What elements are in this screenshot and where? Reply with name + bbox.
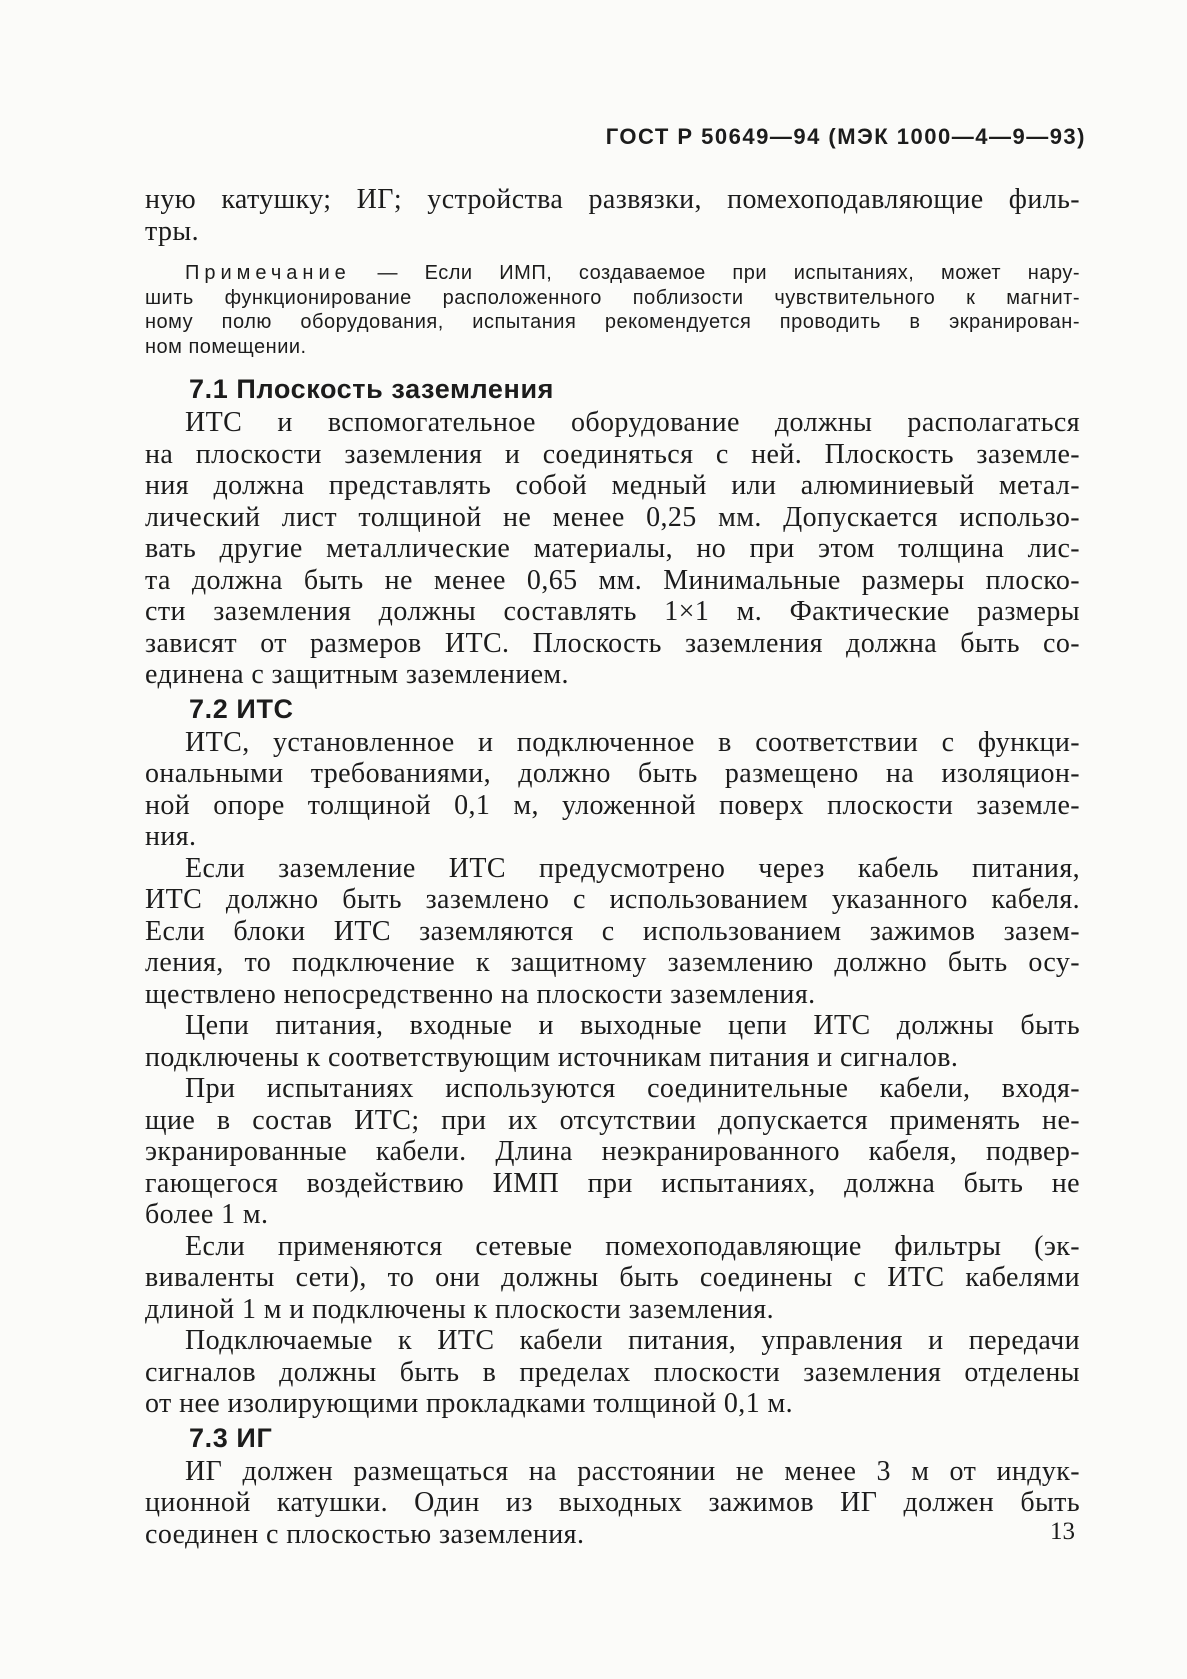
text-line: ИТС, установленное и подключенное в соответствии с функци- [185, 726, 1080, 758]
text-line: ционной катушки. Один из выходных зажимов ИГ должен быть [145, 1487, 1080, 1518]
note-line: ном помещении. [145, 335, 307, 358]
text-line: зависят от размеров ИТС. Плоскость заземления должна быть со- [145, 627, 1080, 659]
section-heading: 7.1 Плоскость заземления [189, 374, 555, 404]
text-line: щие в состав ИТС; при их отсутствии допускается применять не- [145, 1104, 1080, 1136]
note-block [145, 261, 1080, 359]
text-line: ния. [145, 821, 197, 852]
text-line: соединен с плоскостью заземления. [145, 1518, 585, 1550]
text-line: Подключаемые к ИТС кабели питания, управления и передачи [185, 1325, 1080, 1356]
text-line: более 1 м. [145, 1199, 269, 1230]
section-heading: 7.2 ИТС [189, 693, 294, 724]
section-7-3 [145, 1420, 1080, 1551]
text-line: экранированные кабели. Длина неэкранированного кабеля, подвер- [145, 1136, 1080, 1167]
text-line: виваленты сети), то они должны быть соединены с ИТС кабелями [145, 1262, 1080, 1293]
text-line: ной опоре толщиной 0,1 м, уложенной поверх плоскости заземле- [145, 789, 1080, 821]
text-line: от нее изолирующими прокладками толщиной 0,1 м. [145, 1388, 794, 1419]
note-line: ному полю оборудования, испытания рекомендуется проводить в экранирован- [145, 311, 1080, 333]
note-line: шить функционирование расположенного поблизости чувствительного к магнит- [145, 286, 1080, 309]
section-7-2 [145, 691, 1080, 1420]
continuation-paragraph [145, 184, 1080, 247]
text-line: лический лист толщиной не менее 0,25 мм. Допускается использо- [145, 501, 1080, 533]
text-line: ИТС и вспомогательное оборудование должны располагаться [185, 407, 1080, 438]
note-text: — Если ИМП, создаваемое при испытаниях, может нару- [350, 262, 1080, 284]
text-line: длиной 1 м и подключены к плоскости заземления. [145, 1293, 774, 1325]
text-line: гающегося воздействию ИМП при испытаниях, должна быть не [145, 1167, 1080, 1199]
page-number: 13 [1050, 1518, 1075, 1545]
text-line: При испытаниях используются соединительные кабели, входя- [185, 1073, 1080, 1104]
section-heading: 7.3 ИГ [189, 1422, 273, 1453]
text-line: ИГ должен размещаться на расстоянии не менее 3 м от индук- [185, 1455, 1080, 1487]
note-label: Примечание [185, 262, 351, 284]
text-line: ональными требованиями, должно быть размещено на изоляцион- [145, 758, 1080, 789]
text-line: тры. [145, 215, 199, 247]
text-line: подключены к соответствующим источникам питания и сигналов. [145, 1041, 959, 1073]
text-line: ществлено непосредственно на плоскости заземления. [145, 978, 816, 1010]
text-line: вать другие металлические материалы, но при этом толщина лис- [145, 533, 1080, 564]
section-7-1 [145, 371, 1080, 691]
text-line: ления, то подключение к защитному заземлению должно быть осу- [145, 947, 1080, 978]
text-line: Если блоки ИТС заземляются с использованием зажимов зазем- [145, 915, 1080, 947]
text-line: сигналов должны быть в пределах плоскости заземления отделены [145, 1356, 1080, 1388]
text-line: единена с защитным заземлением. [145, 659, 569, 690]
standard-header: ГОСТ Р 50649—94 (МЭК 1000—4—9—93) [605, 124, 1086, 149]
text-line: Цепи питания, входные и выходные цепи ИТС должны быть [185, 1010, 1080, 1041]
text-line: ную катушку; ИГ; устройства развязки, помехоподавляющие филь- [145, 184, 1080, 215]
text-line: ИТС должно быть заземлено с использованием указанного кабеля. [145, 884, 1080, 915]
page-body [145, 184, 1080, 1550]
text-line: Если применяются сетевые помехоподавляющие фильтры (эк- [185, 1230, 1080, 1262]
text-line: на плоскости заземления и соединяться с ней. Плоскость заземле- [145, 438, 1080, 470]
text-line: ния должна представлять собой медный или алюминиевый метал- [145, 470, 1080, 501]
text-line: Если заземление ИТС предусмотрено через кабель питания, [185, 852, 1080, 884]
text-line: та должна быть не менее 0,65 мм. Минимальные размеры плоско- [145, 564, 1080, 596]
note-line [145, 261, 1080, 286]
text-line: сти заземления должны составлять 1×1 м. Фактические размеры [145, 596, 1080, 627]
